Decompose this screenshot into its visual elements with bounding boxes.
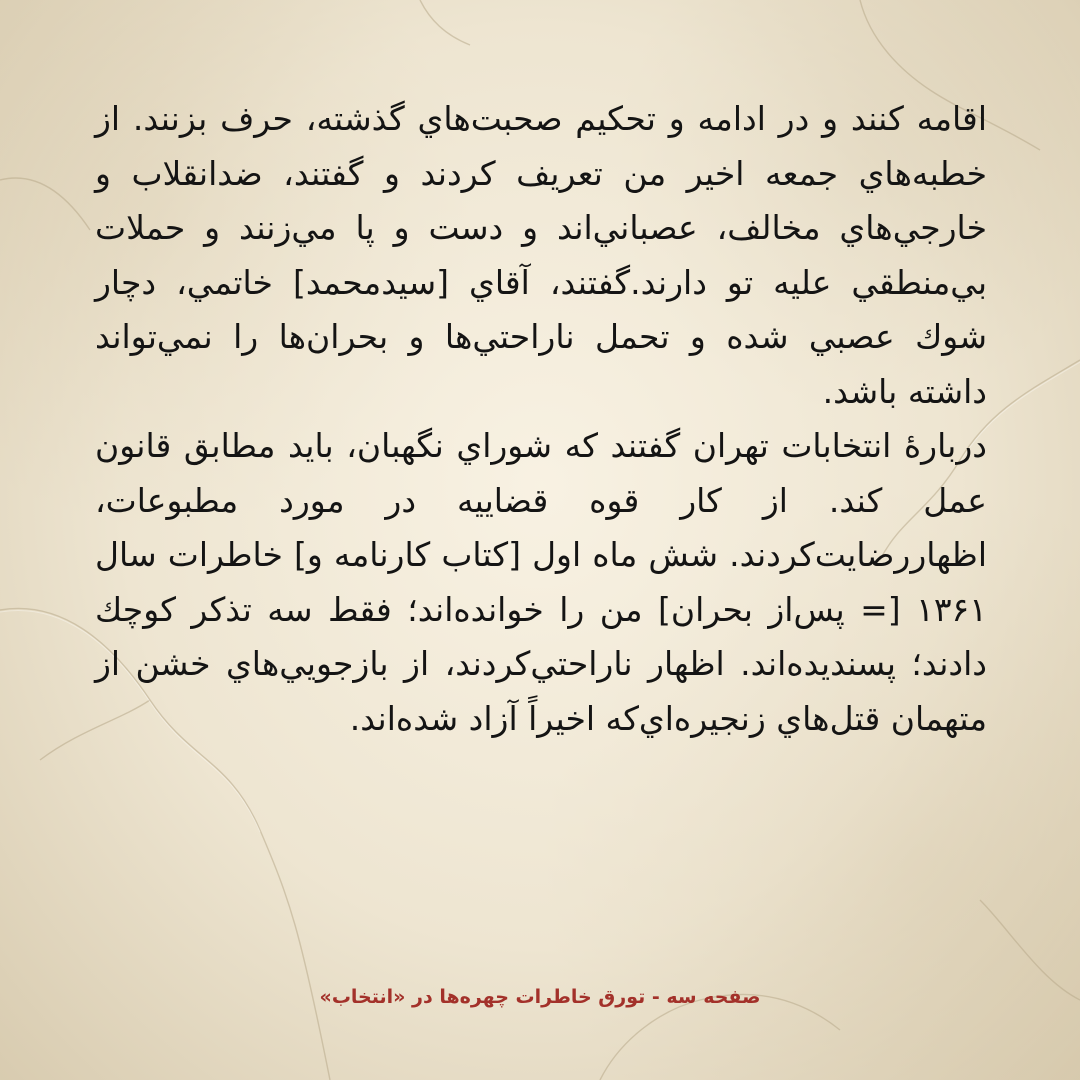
article-paragraph-1: اقامه كنند و در ادامه و تحكيم صحبت‌هاي گذشته، حرف بزنند. از خطبه‌هاي جمعه اخير من تعريف كردند و گفتند، ضدانقلاب و خارجي‌هاي مخالف، عصباني‌اند و دست و پا مي‌زنند و حملات بي‌منطقي عليه تو دارند.گفتند، آقاي [سيدمحمد] خاتمي، دچار شوك عصبي شده و تحمل ناراحتي‌ها و بحران‌ها را نمي‌تواند داشته باشد. bbox=[95, 99, 987, 411]
footer-caption: صفحه سه - تورق خاطرات چهره‌ها در «انتخاب» bbox=[319, 986, 761, 1008]
article-page bbox=[95, 92, 987, 972]
article-paragraph-2: دربارهٔ انتخابات تهران گفتند كه شوراي نگهبان، بايد مطابق قانون عمل كند. از كار قوه قضاييه در مورد مطبوعات، اظهاررضايت‌كردند. شش ماه اول [كتاب كارنامه و] خاطرات سال ۱۳۶۱ [= پس‌از بحران] من را خوانده‌اند؛ فقط سه تذكر كوچك دادند؛ پسنديده‌اند. اظهار ناراحتي‌كردند، از بازجويي‌هاي خشن از متهمان قتل‌هاي زنجيره‌اي‌كه اخيراً آزاد شده‌اند. bbox=[95, 426, 987, 738]
